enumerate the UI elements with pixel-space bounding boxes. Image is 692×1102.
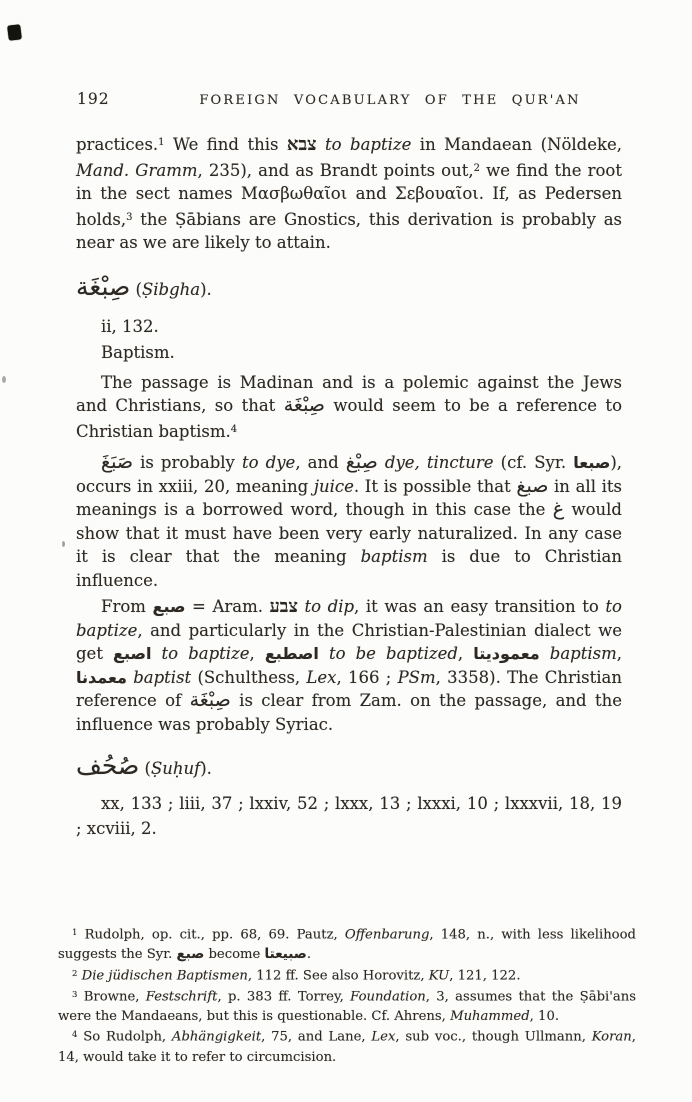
verse-references-suhuf: xx, 133 ; liii, 37 ; lxxiv, 52 ; lxxx, 13 ; lxxxi, 10 ; lxxxvii, 18, 19 ; xcviii, 2. bbox=[76, 794, 622, 838]
verse-reference-sibgha: ii, 132. bbox=[101, 316, 159, 336]
footnote-4: $^4$ So Rudolph, Abhängigkeit, 75, and Lane, Lex, sub voc., though Ullmann, Koran, 14, would take it to refer to circumcision. bbox=[58, 1029, 636, 1065]
footnote-2: $^2$ Die jüdischen Baptismen, 112 ff. See also Horovitz, KU, 121, 122. bbox=[72, 968, 521, 984]
page-number: 192 bbox=[77, 90, 110, 108]
page-header bbox=[0, 90, 692, 112]
running-title: FOREIGN VOCABULARY OF THE QUR'AN bbox=[199, 93, 581, 108]
headword-suhuf: صُحُف (Ṣuḥuf). bbox=[76, 751, 212, 780]
meaning-sibgha: Baptism. bbox=[101, 343, 175, 362]
footnotes-block bbox=[58, 924, 636, 1067]
page-body bbox=[76, 131, 622, 841]
paragraph-passage: The passage is Madinan and is a polemic against the Jews and Christians, so that صِبْغَة would seem to be a reference to Christian baptism.$^4$ bbox=[76, 372, 622, 441]
paragraph-dye: صَبَغَ is probably to dye, and صِبْغ dye, tincture (cf. Syr. صبعا), occurs in xxiii, 20, meaning juice. It is possible that صبغ in all its meanings is a borrowed word, though in this case the غ would show that it must have been very early naturalized. In any case it is clear that the meaning baptism is due to Christian influence. bbox=[76, 451, 623, 590]
paragraph-practices: practices.$^1$ We find this צבא to baptize in Mandaean (Nöldeke, Mand. Gramm, 235), and as Brandt points out,$^2$ we find the root in the sect names Μασβωθαῖοι and Σεβουαῖοι. If, as Pedersen holds,$^3$ the Ṣābians are Gnostics, this derivation is probably as near as we are likely to attain. bbox=[76, 134, 623, 252]
paragraph-from-aramaic: From صبع = Aram. צבע to dip, it was an easy transition to to baptize, and particularly in the Christian-Palestinian dialect we get اصبع to baptize, اصطبع to be baptized, معموديتا baptism, معمدنا baptist (Schulthess, Lex, 166 ; PSm, 3358). The Christian reference of صِبْغَة is clear from Zam. on the passage, and the influence was probably Syriac. bbox=[76, 596, 623, 734]
scan-speck bbox=[62, 541, 65, 547]
scan-artifact-blot bbox=[7, 24, 22, 40]
scan-speck bbox=[2, 376, 6, 383]
footnote-3: $^3$ Browne, Festschrift, p. 383 ff. Torrey, Foundation, 3, assumes that the Ṣābi'ans were the Mandaeans, but this is questionable. Cf. Ahrens, Muhammed, 10. bbox=[58, 989, 636, 1024]
headword-sibgha: صِبْغَة (Ṣibgha). bbox=[76, 271, 212, 301]
footnote-1: $^1$ Rudolph, op. cit., pp. 68, 69. Pautz, Offenbarung, 148, n., with less likelihood suggests the Syr. صبع become صبيعتا. bbox=[58, 927, 637, 963]
